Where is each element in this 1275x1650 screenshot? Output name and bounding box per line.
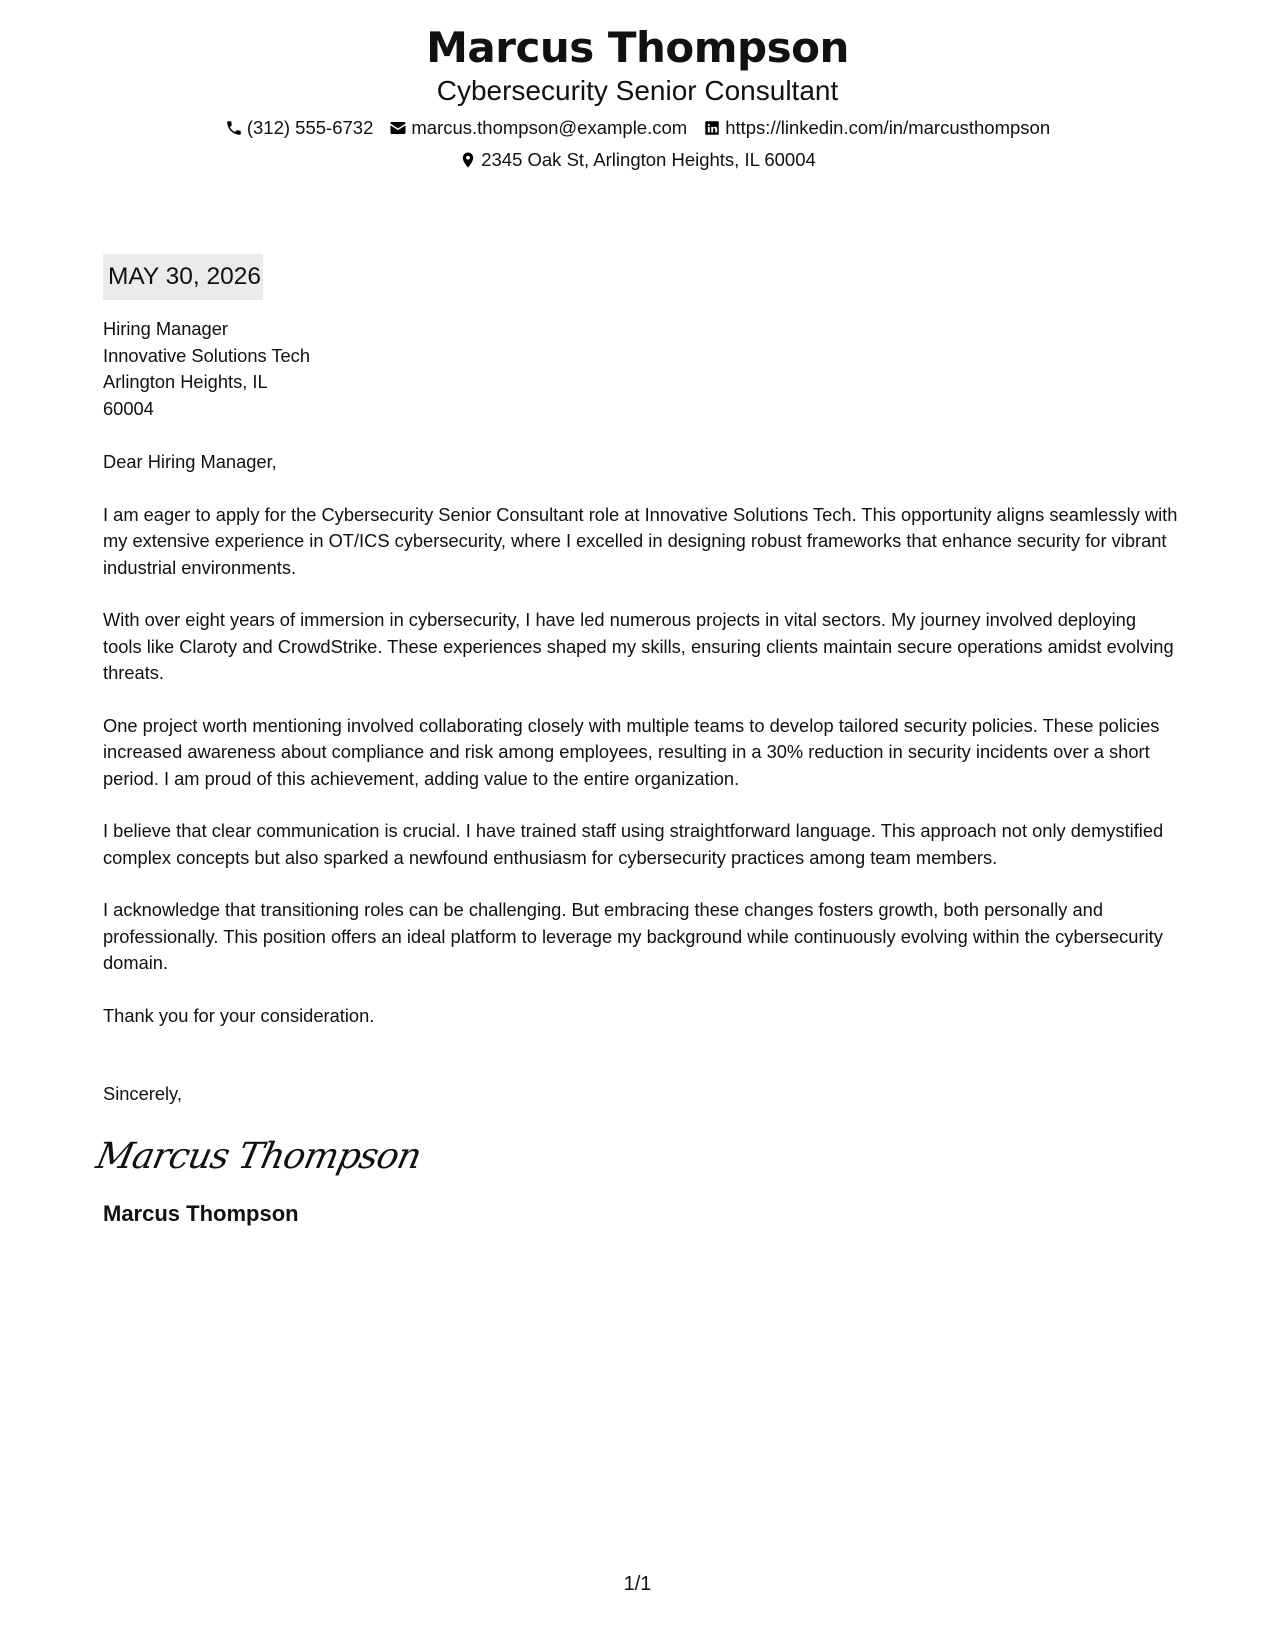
applicant-name: Marcus Thompson (426, 23, 849, 72)
body-paragraph: Thank you for your consideration. (103, 1004, 375, 1026)
address-text: 2345 Oak St, Arlington Heights, IL 60004 (481, 149, 816, 170)
body-paragraph: I believe that clear communication is crucial. I have trained staff using straightforward language. This approach not only demystified complex concepts but also sparked a newfound enthusiasm for cybersecurity practices among team members. (103, 820, 1164, 868)
contact-linkedin[interactable] (703, 117, 1050, 139)
email-link[interactable]: marcus.thompson@example.com (411, 117, 688, 138)
letter-header (0, 22, 1275, 171)
phone-icon (225, 119, 243, 137)
signature-text: Marcus Thompson (92, 1133, 425, 1177)
applicant-title: Cybersecurity Senior Consultant (436, 75, 839, 106)
phone-text: (312) 555-6732 (246, 117, 374, 138)
map-pin-icon (459, 151, 477, 169)
body-paragraph: One project worth mentioning involved collaborating closely with multiple teams to develop tailored security policies. These policies increased awareness about compliance and risk among employees, resulting in a 30% reduction in security incidents over a short period. I am proud of this achievement, adding value to the entire organization. (103, 714, 1160, 789)
contact-address (459, 149, 816, 171)
contact-phone (225, 117, 374, 139)
recipient-line: 60004 (103, 397, 154, 419)
recipient-block (103, 316, 1178, 422)
page-number: 1/1 (623, 1573, 652, 1595)
contact-row (0, 117, 1275, 139)
linkedin-icon (703, 119, 721, 137)
contact-row-address (0, 149, 1275, 171)
body-paragraph: With over eight years of immersion in cybersecurity, I have led numerous projects in vital sectors. My journey involved deploying tools like Claroty and CrowdStrike. These experiences shaped my skills, ensuring clients maintain secure operations amidst evolving threats. (103, 609, 1174, 683)
letter-date: MAY 30, 2026 (103, 254, 263, 300)
body-paragraph: I acknowledge that transitioning roles can be challenging. But embracing these changes fosters growth, both personally and professionally. This position offers an ideal platform to leverage my background while continuously evolving within the cybersecurity domain. (103, 899, 1163, 973)
envelope-icon (389, 119, 407, 137)
recipient-line: Innovative Solutions Tech (103, 344, 310, 366)
salutation: Dear Hiring Manager, (103, 451, 277, 472)
closing: Sincerely, (103, 1083, 182, 1104)
recipient-line: Hiring Manager (103, 318, 228, 339)
handwritten-signature (92, 1128, 425, 1186)
linkedin-link[interactable]: https://linkedin.com/in/marcusthompson (725, 117, 1051, 138)
body-paragraph: I am eager to apply for the Cybersecurity Senior Consultant role at Innovative Solutions Tech. This opportunity aligns seamlessly with my extensive experience in OT/ICS cybersecurity, where I excelled in designing robust frameworks that enhance security for vibrant industrial environments. (103, 503, 1178, 578)
letter-body (92, 254, 1178, 1228)
contact-email[interactable] (389, 117, 687, 139)
recipient-line: Arlington Heights, IL (103, 371, 268, 392)
signer-name: Marcus Thompson (103, 1200, 299, 1226)
